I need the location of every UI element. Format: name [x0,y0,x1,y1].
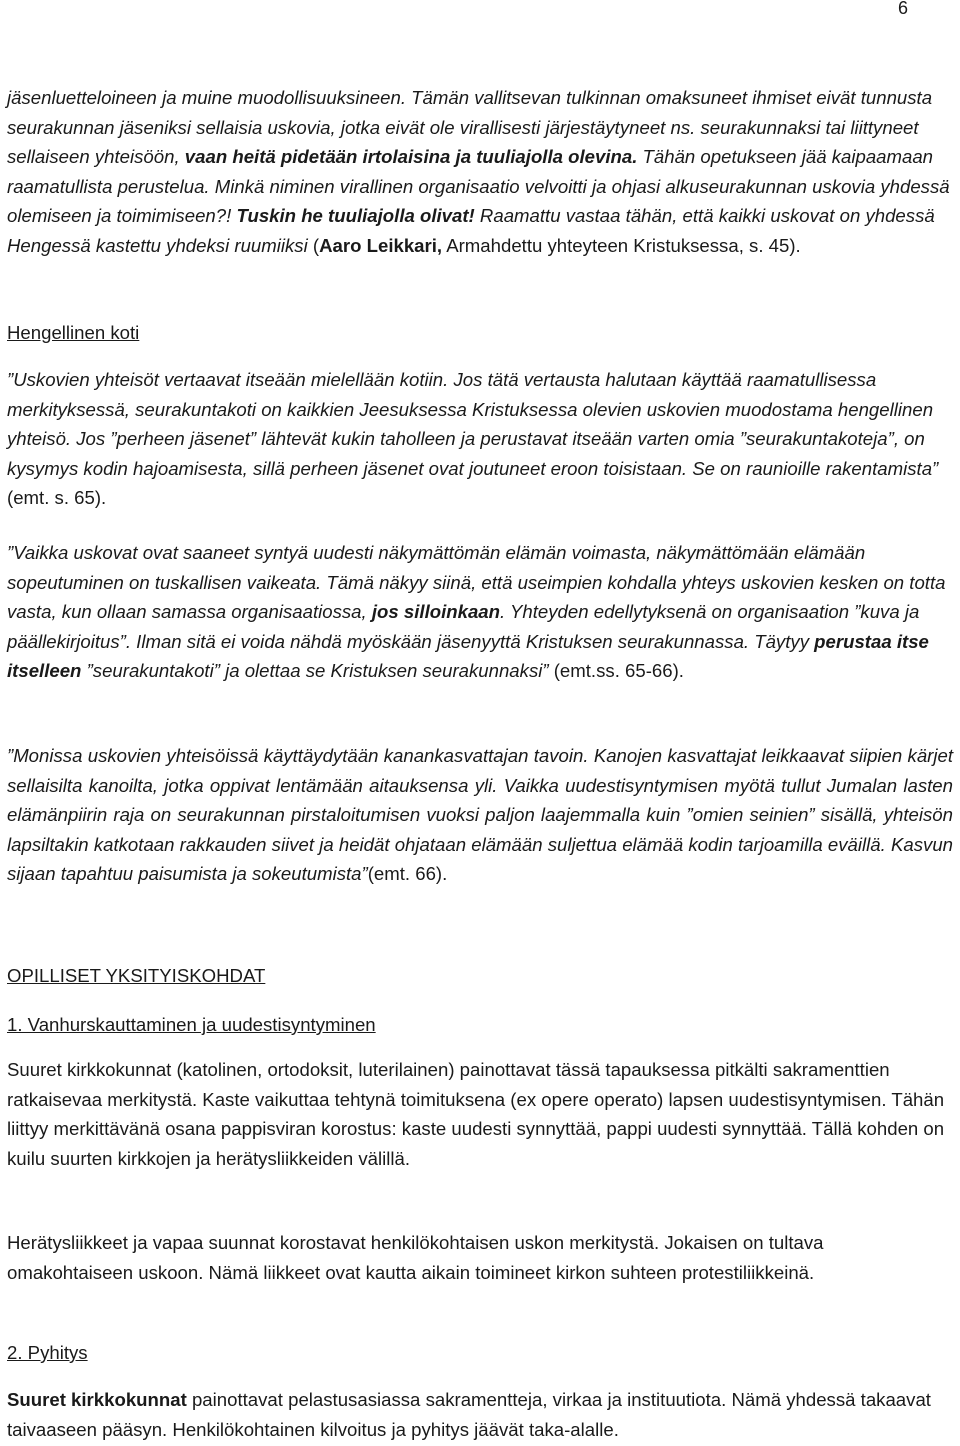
emphasis-run: vaan heitä pidetään irtolaisina ja tuuliajolla olevina. [184,146,638,168]
citation-open: ( [307,234,320,256]
paragraph-sacraments: Suuret kirkkokunnat (katolinen, ortodoksit, luterilainen) painottavat tässä tapauksessa pitkälti sakramenttien ratkaisevaa merkitystä. Kaste vaikuttaa tehtynä toimituksena (ex opere operato) lapsen uudestisyntymisen. Tähän liittyy merkittävänä osana pappisviran korostus: kaste uudesti synnyttää, pappi uudesti synnyttää. Tällä kohden on kuilu suurten kirkkojen ja herätysliikkeiden välillä. [7,1059,945,1169]
paragraph-hen-keeper [7,741,953,889]
text-run: Tähän opetukseen jää kaipaamaan raamatullista perustelua. Minkä niminen virallinen organisaatio velvoitti ja ohjasi alkuseurakunnan uskovia yhdessä olemiseen ja toimimiseen?! [7,146,950,227]
paragraph-invisible-life [7,538,953,686]
page-number: 6 [897,0,908,18]
emphasis-run: Tuskin he tuuliajolla olivat! [236,205,475,227]
text-run: Raamattu vastaa tähän, että kaikki uskovat on yhdessä Hengessä kastettu yhdeksi ruumiiksi [7,205,935,256]
heading-sanctification: 2. Pyhitys [7,1342,88,1363]
paragraph-spiritual-home [7,365,953,513]
emphasis-run: jos silloinkaan [371,601,500,623]
text-run: jäsenluetteloineen ja muine muodollisuuksineen. Tämän vallitsevan tulkinnan omaksuneet ihmiset eivät tunnusta seurakunnan jäseniksi sellaisia uskovia, jotka eivät ole virallisesti järjestäytyneet ns. seurakunnaksi tai liittyneet sellaiseen yhteisöön, [7,87,933,168]
heading-spiritual-home: Hengellinen koti [7,322,140,343]
paragraph-membership [7,83,953,261]
heading-justification: 1. Vanhurskauttaminen ja uudestisyntyminen [7,1014,376,1035]
quote-text: ”Uskovien yhteisöt vertaavat itseään mielellään kotiin. Jos tätä vertausta halutaan käyttää raamatullisessa merkityksessä, seurakuntakoti on kaikkien Jeesuksessa Kristuksessa olevien uskovien muodostama hengellinen yhteisö. Jos ”perheen jäsenet” lähtevät kukin taholleen ja perustavat itseään varten omia ”seurakuntakoteja”, on kysymys kodin hajoamisesta, sillä perheen jäsenet ovat joutuneet eroon toisistaan. Se on raunioille rakentamista” [7,369,939,479]
quote-text: ”seurakuntakoti” ja olettaa se Kristuksen seurakunnaksi” [81,660,549,682]
paragraph-revival-movements: Herätysliikkeet ja vapaa suunnat korostavat henkilökohtaisen uskon merkitystä. Jokaisen on tultava omakohtaiseen uskoon. Nämä liikkeet ovat kautta aikain toimineet kirkon suhteen protestiliikkeinä. [7,1232,824,1283]
quote-text: ”Monissa uskovien yhteisöissä käyttäydytään kanankasvattajan tavoin. Kanojen kasvattajat leikkaavat siipien kärjet sellaisilta kanoilta, jotka oppivat lentämään aitauksensa yli. Vaikka uudestisyntymisen myötä tullut Jumalan lasten elämänpiirin raja on seurakunnan pirstaloitumisen vuoksi paljon laajemmalla kuin ”omien seinien” sisällä, yhteisön lapsiltakin katkotaan rakkauden siivet ja heidät ohjataan elämään suljettua elämää kodin tarjoamilla eväillä. Kasvun sijaan tapahtuu paisumista ja sokeutumista” [7,745,953,885]
quote-text: . Yhteyden edellytyksenä on organisaation ”kuva ja päällekirjoitus”. Ilman sitä ei voida nähdä myöskään jäsenyyttä Kristuksen seurakunnassa. Täytyy [7,601,920,652]
text-run: painottavat pelastusasiassa sakramentteja, virkaa ja instituutiota. Nämä yhdessä takaavat taivaaseen pääsyn. Henkilökohtainen kilvoitus ja pyhitys jäävät taka-alalle. [7,1389,931,1440]
paragraph-great-churches [7,1385,953,1444]
heading-doctrinal-details: OPILLISET YKSITYISKOHDAT [7,965,266,986]
citation: (emt. 66). [367,863,448,885]
quote-text: ”Vaikka uskovat ovat saaneet syntyä uudesti näkymättömän elämän voimasta, näkymättömään elämään sopeutuminen on tuskallisen vaikeata. Tämä näkyy siinä, että useimpien kohdalla yhteys uskovien kesken on totta vasta, kun ollaan samassa organisaatiossa, [7,542,946,623]
citation: (emt.ss. 65-66). [548,660,684,682]
emphasis-run: perustaa itse itselleen [7,630,929,682]
citation: (emt. s. 65). [7,487,107,509]
citation-author: Aaro Leikkari, [319,234,443,256]
emphasis-run: Suuret kirkkokunnat [7,1389,187,1410]
citation-rest: Armahdettu yhteyteen Kristuksessa, s. 45). [442,234,801,256]
